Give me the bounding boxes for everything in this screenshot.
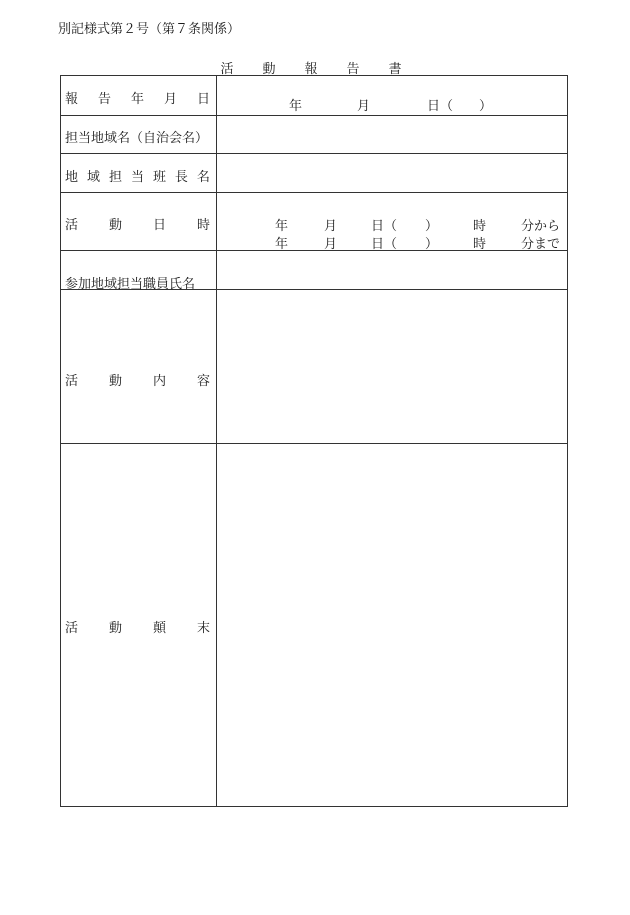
- year-marker: 年: [289, 99, 303, 114]
- start-hour: 時: [473, 219, 487, 234]
- start-minute: 分から: [521, 219, 561, 234]
- label-char: 末: [196, 621, 210, 636]
- start-year: 年: [275, 219, 289, 234]
- label-char: 時: [196, 218, 210, 233]
- row-activity-datetime: [61, 193, 567, 251]
- end-day: 日（: [371, 237, 398, 252]
- month-marker: 月: [357, 99, 371, 114]
- report-form-table: [60, 75, 568, 807]
- label-char: 域: [86, 170, 100, 185]
- label-activity-content: [61, 290, 217, 443]
- start-weekday-close: ）: [425, 219, 439, 234]
- start-month: 月: [324, 219, 338, 234]
- end-weekday-close: ）: [425, 237, 439, 252]
- label-char: 告: [97, 92, 111, 107]
- day-marker: 日（: [427, 99, 454, 114]
- activity-content-field[interactable]: [217, 290, 567, 443]
- label-char: 担: [108, 170, 122, 185]
- label-activity-details: [61, 444, 217, 806]
- row-activity-details: [61, 444, 567, 806]
- label-char: 地: [65, 170, 79, 185]
- label-staff-names: [61, 251, 217, 292]
- label-char: 動: [108, 374, 122, 389]
- label-text: 担当地域名（自治会名）: [65, 131, 209, 146]
- end-hour: 時: [473, 237, 487, 252]
- row-staff-names: [61, 251, 567, 290]
- activity-details-field[interactable]: [217, 444, 567, 806]
- label-char: 活: [65, 621, 79, 636]
- staff-names-field[interactable]: [217, 251, 567, 289]
- label-char: 顛: [152, 621, 166, 636]
- label-char: 活: [65, 218, 79, 233]
- form-number-note: 別記様式第２号（第７条関係）: [58, 22, 241, 37]
- label-char: 容: [196, 374, 210, 389]
- label-char: 長: [174, 170, 188, 185]
- weekday-close: ）: [479, 99, 493, 114]
- row-team-leader: [61, 154, 567, 193]
- label-text: 参加地域担当職員氏名: [65, 277, 196, 292]
- label-char: 日: [196, 92, 210, 107]
- label-area-name: [61, 116, 217, 153]
- end-month: 月: [324, 237, 338, 252]
- end-minute: 分まで: [521, 237, 561, 252]
- label-activity-datetime: [61, 193, 217, 250]
- label-char: 月: [163, 92, 177, 107]
- label-char: 動: [108, 621, 122, 636]
- label-char: 動: [108, 218, 122, 233]
- area-name-field[interactable]: [217, 116, 567, 153]
- label-char: 活: [65, 374, 79, 389]
- activity-datetime-field[interactable]: [217, 193, 567, 250]
- start-day: 日（: [371, 219, 398, 234]
- team-leader-field[interactable]: [217, 154, 567, 192]
- row-report-date: [61, 76, 567, 116]
- label-char: 名: [196, 170, 210, 185]
- label-char: 報: [65, 92, 79, 107]
- label-report-date: [61, 76, 217, 115]
- label-char: 当: [130, 170, 144, 185]
- report-date-field[interactable]: [217, 76, 567, 115]
- row-activity-content: [61, 290, 567, 444]
- label-char: 年: [130, 92, 144, 107]
- document-title: 活 動 報 告 書: [220, 62, 410, 77]
- end-year: 年: [275, 237, 289, 252]
- label-char: 日: [152, 218, 166, 233]
- row-area-name: [61, 116, 567, 154]
- label-team-leader: [61, 154, 217, 192]
- label-char: 内: [152, 374, 166, 389]
- label-char: 班: [152, 170, 166, 185]
